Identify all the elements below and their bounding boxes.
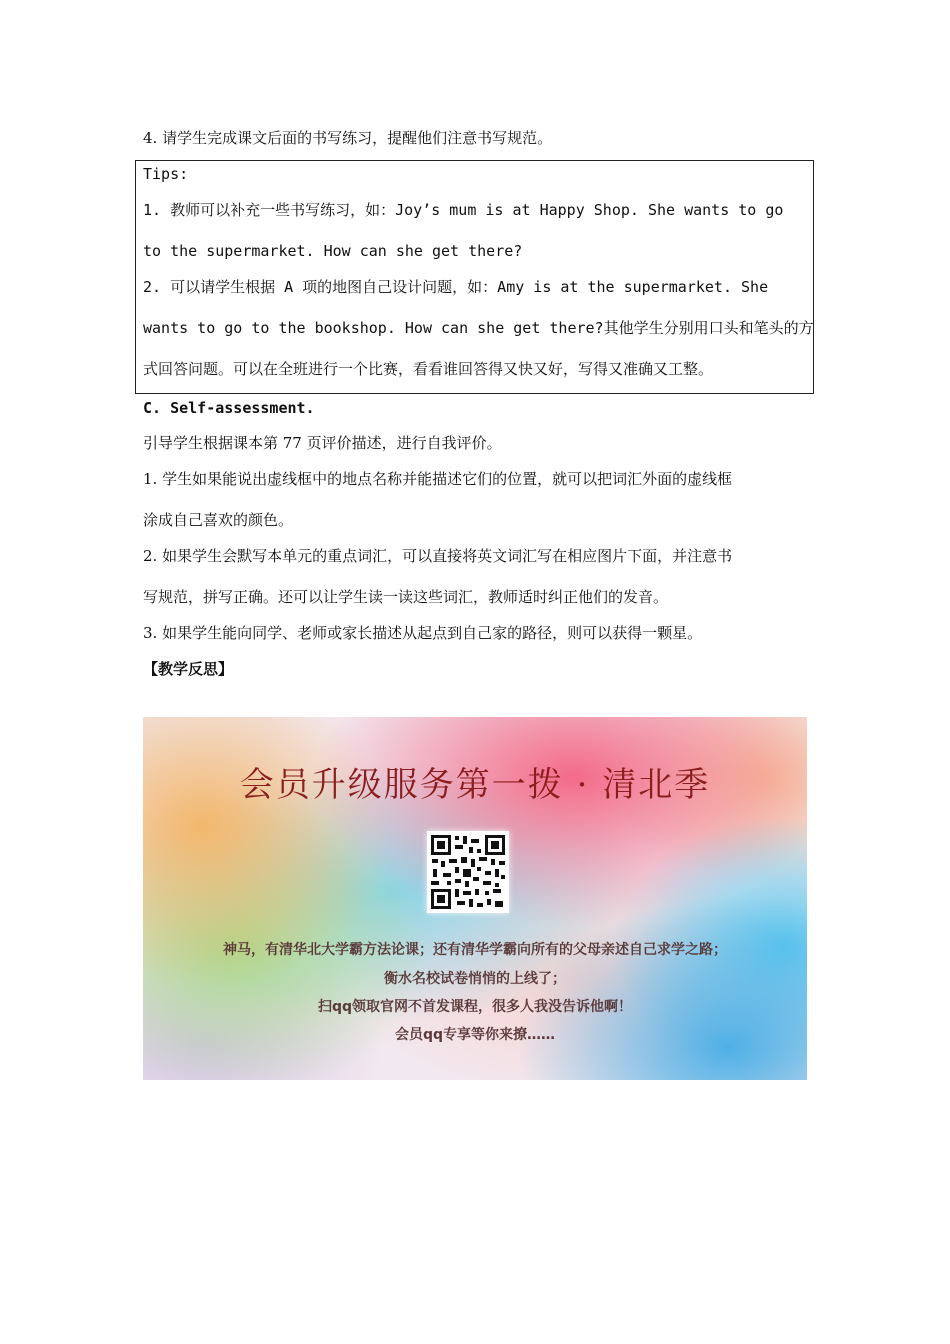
tips-line-5: 式回答问题。可以在全班进行一个比赛，看看谁回答得又快又好，写得又准确又工整。 xyxy=(143,360,714,378)
section-c-item-2b: 写规范，拼写正确。还可以让学生读一读这些词汇，教师适时纠正他们的发音。 xyxy=(143,588,669,606)
step-4-text: 4. 请学生完成课文后面的书写练习，提醒他们注意书写规范。 xyxy=(143,129,553,147)
section-c-intro: 引导学生根据课本第 77 页评价描述，进行自我评价。 xyxy=(143,434,502,452)
tips-line-4: wants to go to the bookshop. How can she get there?其他学生分别用口头和笔头的方 xyxy=(143,319,814,337)
section-c-item-1a: 1. 学生如果能说出虚线框中的地点名称并能描述它们的位置，就可以把词汇外面的虚线框 xyxy=(143,470,733,488)
banner-title: 会员升级服务第一拨 · 清北季 xyxy=(239,765,711,805)
banner-line-4: 会员qq专享等你来撩…… xyxy=(394,1027,556,1043)
banner-line-1: 神马，有清华北大学霸方法论课；还有清华学霸向所有的父母亲述自己求学之路； xyxy=(223,942,727,958)
banner-line-3: 扫qq领取官网不首发课程，很多人我没告诉他啊！ xyxy=(317,999,633,1015)
section-c-item-1b: 涂成自己喜欢的颜色。 xyxy=(143,511,294,529)
tips-line-2: to the supermarket. How can she get there? xyxy=(143,242,523,260)
section-c-heading: C. Self-assessment. xyxy=(143,399,315,417)
reflection-heading: 【教学反思】 xyxy=(143,660,234,678)
tips-line-3: 2. 可以请学生根据 A 项的地图自己设计问题，如：Amy is at the supermarket. She xyxy=(143,278,769,296)
tips-line-1: 1. 教师可以补充一些书写练习，如：Joy’s mum is at Happy Shop. She wants to go xyxy=(143,201,784,219)
promo-banner[interactable] xyxy=(143,717,807,1080)
qr-code-image[interactable] xyxy=(427,831,509,913)
section-c-item-3: 3. 如果学生能向同学、老师或家长描述从起点到自己家的路径，则可以获得一颗星。 xyxy=(143,624,703,642)
section-c-item-2a: 2. 如果学生会默写本单元的重点词汇，可以直接将英文词汇写在相应图片下面，并注意书 xyxy=(143,547,733,565)
banner-line-2: 衡水名校试卷悄悄的上线了； xyxy=(384,971,566,987)
tips-heading: Tips: xyxy=(143,165,189,183)
